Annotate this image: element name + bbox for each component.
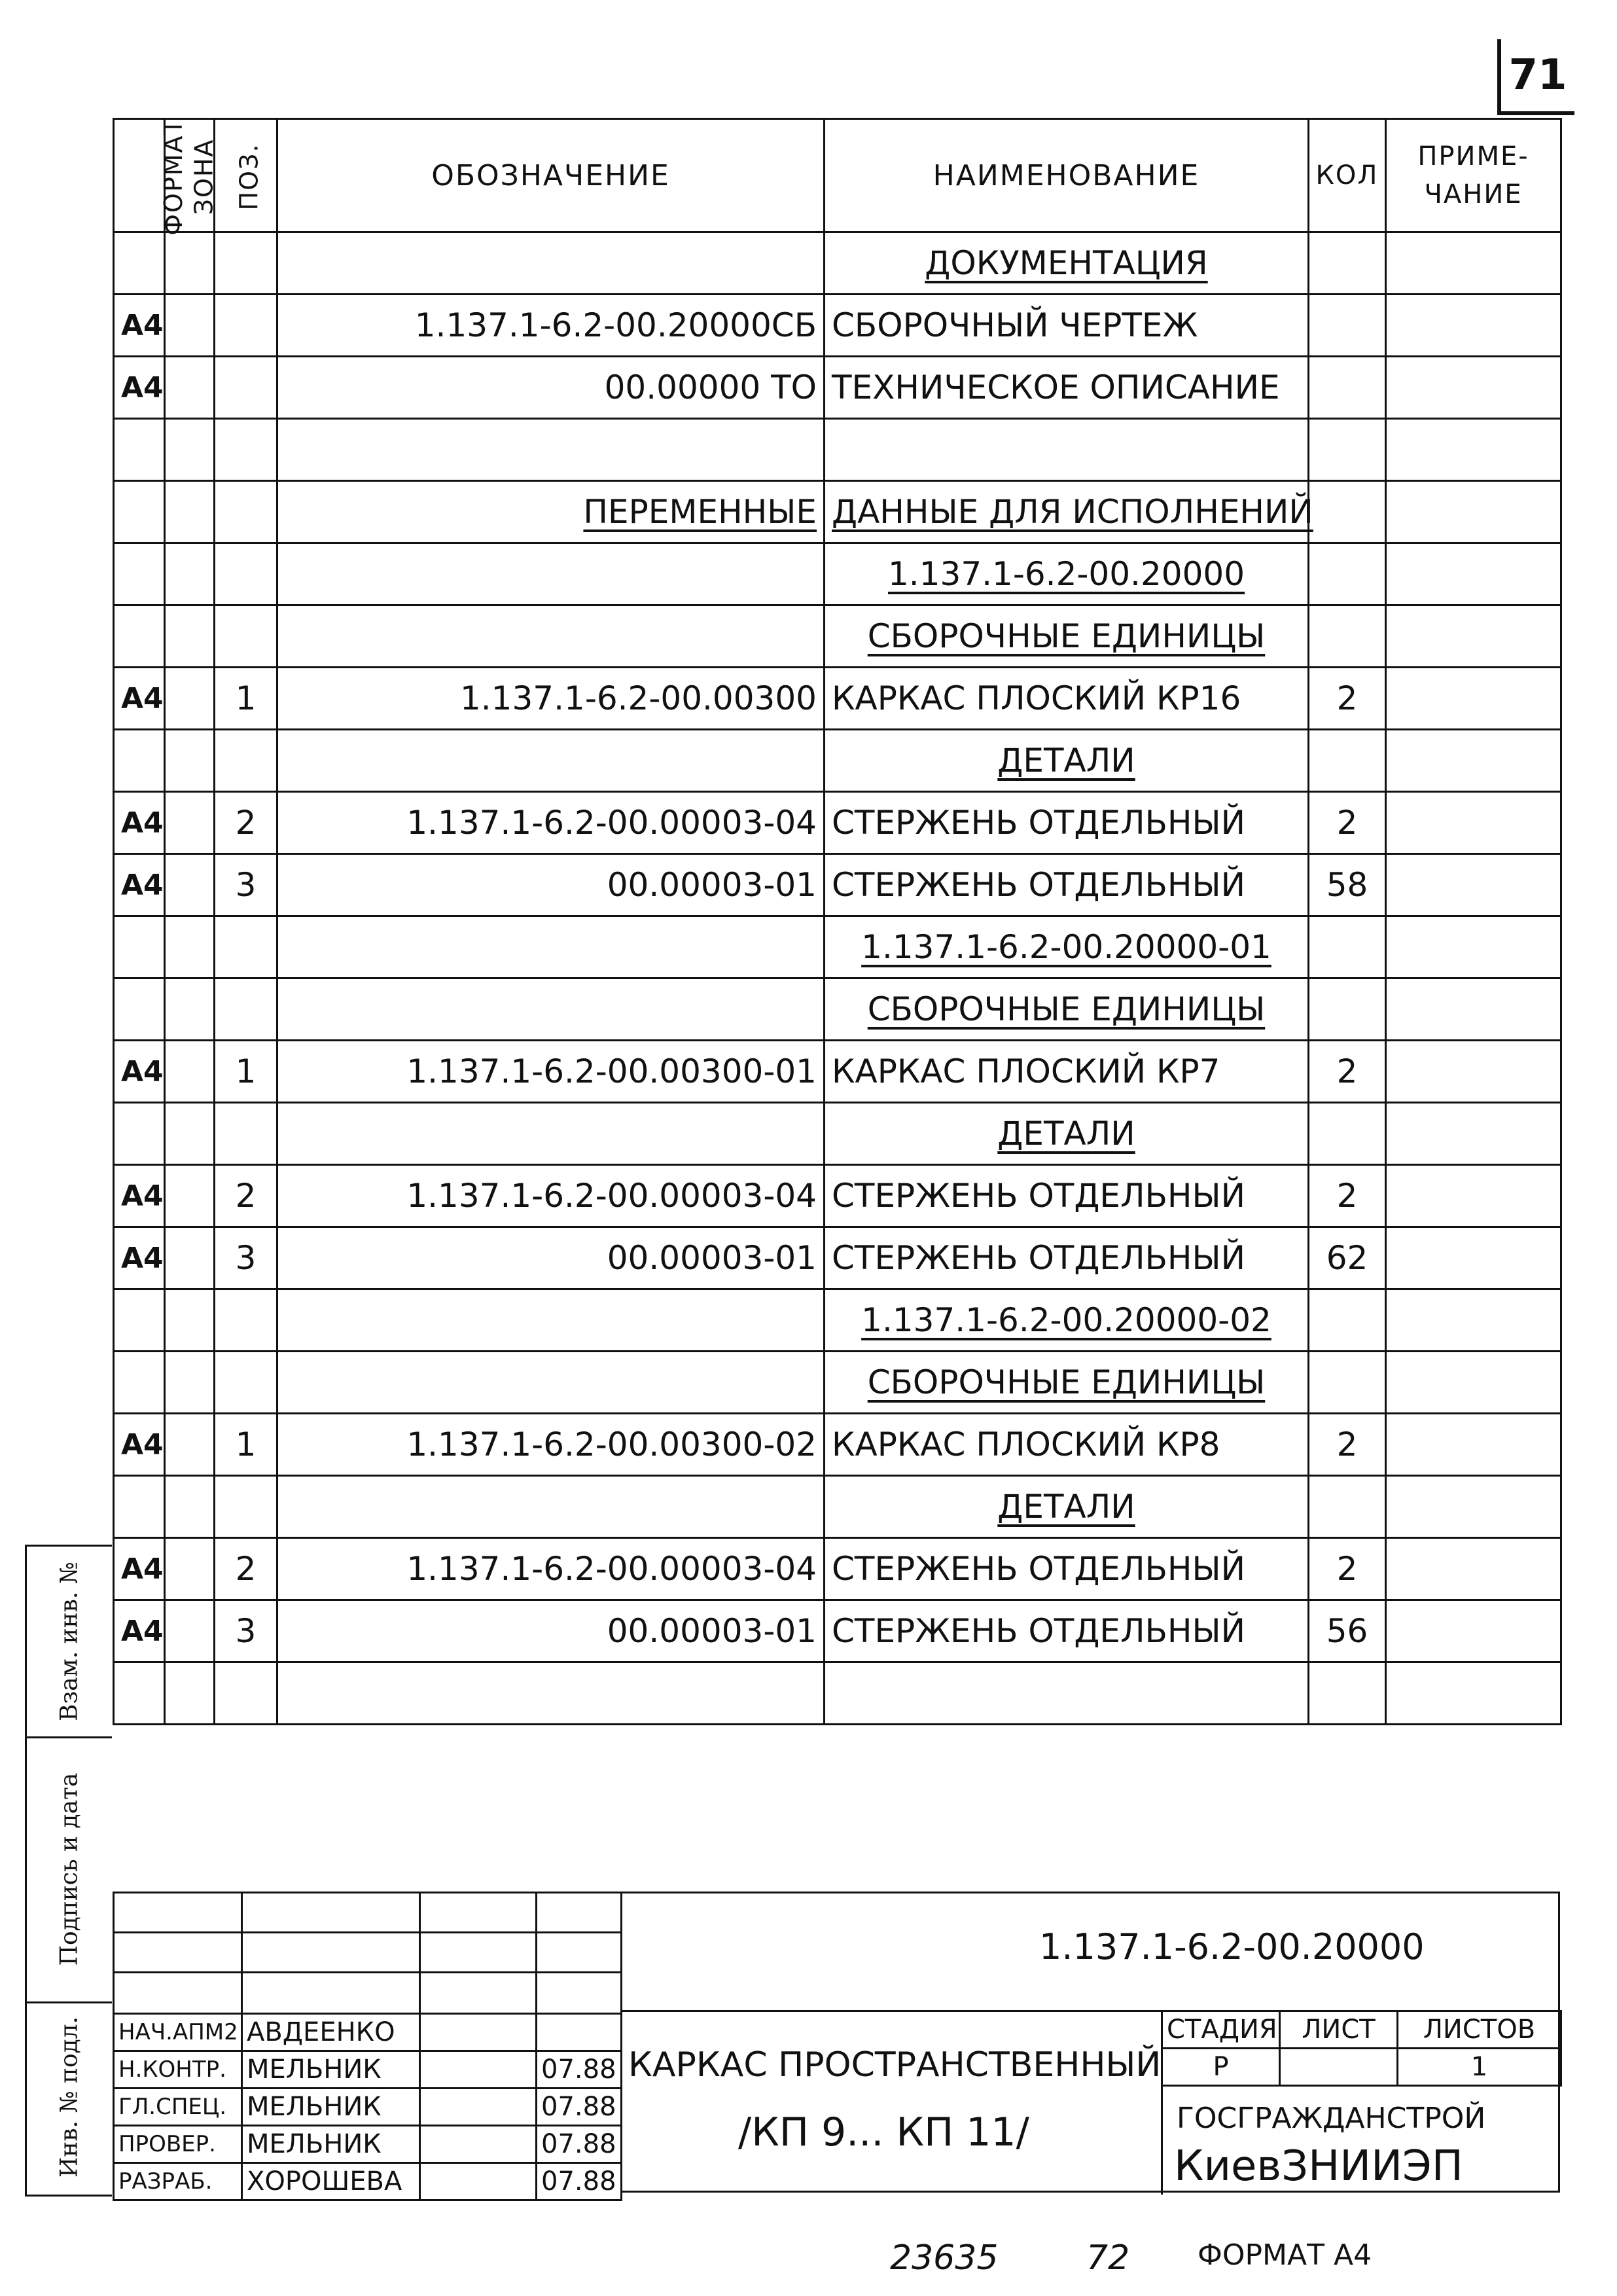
blank-sign-row — [114, 1973, 622, 2014]
position-cell: 1 — [215, 1041, 277, 1103]
col-note: ПРИМЕ-ЧАНИЕ — [1386, 119, 1561, 232]
position-cell: 3 — [215, 1227, 277, 1289]
format-cell: А4 — [114, 1227, 165, 1289]
blank-cell — [242, 1933, 420, 1973]
position-cell — [215, 916, 277, 978]
institute-name: КиевЗНИИЭП — [1174, 2142, 1463, 2191]
format-cell: А4 — [114, 792, 165, 854]
note-cell — [1386, 419, 1561, 481]
quantity-cell — [1309, 481, 1386, 543]
designation-cell: 1.137.1-6.2-00.00003-04 — [277, 1165, 825, 1227]
signature — [420, 2126, 537, 2163]
side-strip — [25, 1545, 112, 2197]
designation-cell — [277, 1289, 825, 1352]
zone-cell — [165, 419, 215, 481]
blank-cell — [242, 1973, 420, 2014]
signer-name: ХОРОШЕВА — [242, 2163, 420, 2200]
signature — [420, 2089, 537, 2126]
sign-date-cell: Подпись и дата — [27, 1736, 112, 2003]
position-cell — [215, 1476, 277, 1538]
col-zone: ЗОНА — [165, 119, 215, 232]
designation-cell: 00.00003-01 — [277, 1227, 825, 1289]
format-cell — [114, 481, 165, 543]
zone-cell — [165, 1227, 215, 1289]
table-row — [114, 1352, 1561, 1414]
note-cell — [1386, 481, 1561, 543]
format-cell: А4 — [114, 1165, 165, 1227]
quantity-cell: 62 — [1309, 1227, 1386, 1289]
empty-cell — [1386, 1662, 1561, 1725]
blank-cell — [114, 1893, 242, 1933]
designation-cell — [277, 605, 825, 668]
quantity-cell — [1309, 605, 1386, 668]
position-cell: 1 — [215, 668, 277, 730]
name-cell: СБОРОЧНЫЕ ЕДИНИЦЫ — [825, 605, 1309, 668]
note-cell — [1386, 1289, 1561, 1352]
signer-row — [114, 2126, 622, 2163]
format-cell — [114, 232, 165, 295]
format-cell — [114, 730, 165, 792]
zone-cell — [165, 295, 215, 357]
empty-cell — [277, 1662, 825, 1725]
empty-row — [114, 1662, 1561, 1725]
signature — [420, 2014, 537, 2051]
format-cell — [114, 543, 165, 605]
blank-cell — [114, 1933, 242, 1973]
note-cell — [1386, 1103, 1561, 1165]
format-cell: А4 — [114, 668, 165, 730]
quantity-cell — [1309, 978, 1386, 1041]
signer-row — [114, 2089, 622, 2126]
empty-cell — [1309, 1662, 1386, 1725]
signer-role: ГЛ.СПЕЦ. — [114, 2089, 242, 2126]
position-cell — [215, 605, 277, 668]
zone-cell — [165, 730, 215, 792]
signer-date: 07.88 — [537, 2126, 622, 2163]
designation-cell — [277, 916, 825, 978]
zone-cell — [165, 1600, 215, 1662]
zone-cell — [165, 1289, 215, 1352]
sheets-value: 1 — [1398, 2049, 1561, 2086]
table-row — [114, 1476, 1561, 1538]
table-row — [114, 481, 1561, 543]
position-cell: 1 — [215, 1414, 277, 1476]
position-cell — [215, 481, 277, 543]
note-cell — [1386, 1227, 1561, 1289]
note-cell — [1386, 1538, 1561, 1600]
signer-name: МЕЛЬНИК — [242, 2089, 420, 2126]
quantity-cell — [1309, 916, 1386, 978]
designation-cell: 1.137.1-6.2-00.00300 — [277, 668, 825, 730]
name-cell: СТЕРЖЕНЬ ОТДЕЛЬНЫЙ — [825, 1227, 1309, 1289]
table-row — [114, 1538, 1561, 1600]
org-name: ГОСГРАЖДАНСТРОЙ — [1177, 2102, 1486, 2135]
zone-cell — [165, 854, 215, 916]
blank-cell — [420, 1933, 537, 1973]
zone-cell — [165, 232, 215, 295]
note-cell — [1386, 232, 1561, 295]
name-cell: КАРКАС ПЛОСКИЙ КР8 — [825, 1414, 1309, 1476]
signer-role: НАЧ.АПМ2 — [114, 2014, 242, 2051]
note-cell — [1386, 543, 1561, 605]
name-cell: СБОРОЧНЫЕ ЕДИНИЦЫ — [825, 1352, 1309, 1414]
note-cell — [1386, 1414, 1561, 1476]
name-cell: СБОРОЧНЫЕ ЕДИНИЦЫ — [825, 978, 1309, 1041]
format-cell — [114, 1103, 165, 1165]
signer-name: МЕЛЬНИК — [242, 2051, 420, 2089]
name-cell: СТЕРЖЕНЬ ОТДЕЛЬНЫЙ — [825, 854, 1309, 916]
designation-cell: 1.137.1-6.2-00.00300-01 — [277, 1041, 825, 1103]
table-row — [114, 357, 1561, 419]
col-pos: ПОЗ. — [215, 119, 277, 232]
table-row — [114, 543, 1561, 605]
name-cell: ТЕХНИЧЕСКОЕ ОПИСАНИЕ — [825, 357, 1309, 419]
col-qty: КОЛ — [1309, 119, 1386, 232]
signer-date — [537, 2014, 622, 2051]
note-cell — [1386, 854, 1561, 916]
note-cell — [1386, 792, 1561, 854]
signer-name: МЕЛЬНИК — [242, 2126, 420, 2163]
blank-cell — [242, 1893, 420, 1933]
quantity-cell: 2 — [1309, 1414, 1386, 1476]
quantity-cell — [1309, 543, 1386, 605]
position-cell — [215, 1103, 277, 1165]
zone-cell — [165, 357, 215, 419]
note-cell — [1386, 978, 1561, 1041]
empty-cell — [114, 1662, 165, 1725]
sheet-value — [1280, 2049, 1398, 2086]
format-cell — [114, 978, 165, 1041]
note-cell — [1386, 605, 1561, 668]
signer-date: 07.88 — [537, 2089, 622, 2126]
signature — [420, 2163, 537, 2200]
blank-cell — [537, 1893, 622, 1933]
position-cell: 3 — [215, 854, 277, 916]
zone-cell — [165, 668, 215, 730]
signer-role: РАЗРАБ. — [114, 2163, 242, 2200]
quantity-cell — [1309, 232, 1386, 295]
zone-cell — [165, 792, 215, 854]
zone-cell — [165, 1041, 215, 1103]
name-cell: СБОРОЧНЫЙ ЧЕРТЕЖ — [825, 295, 1309, 357]
note-cell — [1386, 1165, 1561, 1227]
zone-cell — [165, 1414, 215, 1476]
format-cell: А4 — [114, 1538, 165, 1600]
zone-cell — [165, 543, 215, 605]
designation-cell — [277, 1476, 825, 1538]
footer-format: ФОРМАТ А4 — [1198, 2238, 1372, 2272]
zone-cell — [165, 1103, 215, 1165]
table-row — [114, 1414, 1561, 1476]
doc-code: 1.137.1-6.2-00.20000 — [1039, 1926, 1425, 1967]
format-cell: А4 — [114, 854, 165, 916]
designation-cell: 1.137.1-6.2-00.20000СБ — [277, 295, 825, 357]
table-row — [114, 1041, 1561, 1103]
signer-name: АВДЕЕНКО — [242, 2014, 420, 2051]
table-row — [114, 978, 1561, 1041]
note-cell — [1386, 916, 1561, 978]
note-cell — [1386, 730, 1561, 792]
table-row — [114, 1103, 1561, 1165]
designation-cell — [277, 978, 825, 1041]
empty-cell — [825, 1662, 1309, 1725]
header-row — [114, 119, 1561, 232]
stage-label: СТАДИЯ — [1162, 2011, 1280, 2049]
signer-row — [114, 2051, 622, 2089]
table-row — [114, 1227, 1561, 1289]
name-cell: СТЕРЖЕНЬ ОТДЕЛЬНЫЙ — [825, 1538, 1309, 1600]
zone-cell — [165, 605, 215, 668]
position-cell — [215, 1352, 277, 1414]
stage-table — [1161, 2010, 1562, 2087]
zone-cell — [165, 1165, 215, 1227]
table-row — [114, 605, 1561, 668]
blank-cell — [537, 1933, 622, 1973]
position-cell — [215, 357, 277, 419]
col-format: ФОРМАТ — [114, 119, 165, 232]
designation-cell — [277, 232, 825, 295]
title-line2: /КП 9... КП 11/ — [738, 2109, 1029, 2155]
table-row — [114, 1165, 1561, 1227]
table-row — [114, 295, 1561, 357]
signer-role: Н.КОНТР. — [114, 2051, 242, 2089]
quantity-cell: 2 — [1309, 1538, 1386, 1600]
name-cell: ДАННЫЕ ДЛЯ ИСПОЛНЕНИЙ — [825, 481, 1309, 543]
blank-cell — [420, 1893, 537, 1933]
designation-cell — [277, 419, 825, 481]
zone-cell — [165, 1476, 215, 1538]
format-cell — [114, 605, 165, 668]
signer-row — [114, 2163, 622, 2200]
empty-cell — [165, 1662, 215, 1725]
zone-cell — [165, 481, 215, 543]
signature — [420, 2051, 537, 2089]
format-cell: А4 — [114, 357, 165, 419]
table-row — [114, 792, 1561, 854]
table-row — [114, 1600, 1561, 1662]
position-cell — [215, 295, 277, 357]
table-row — [114, 419, 1561, 481]
note-cell — [1386, 1041, 1561, 1103]
quantity-cell — [1309, 1289, 1386, 1352]
quantity-cell — [1309, 1476, 1386, 1538]
designation-cell — [277, 730, 825, 792]
designation-cell: 1.137.1-6.2-00.00003-04 — [277, 1538, 825, 1600]
quantity-cell — [1309, 419, 1386, 481]
blank-cell — [420, 1973, 537, 2014]
signer-date: 07.88 — [537, 2163, 622, 2200]
table-row — [114, 232, 1561, 295]
position-cell: 2 — [215, 792, 277, 854]
designation-cell — [277, 1352, 825, 1414]
quantity-cell — [1309, 357, 1386, 419]
note-cell — [1386, 1600, 1561, 1662]
name-cell: ДЕТАЛИ — [825, 1476, 1309, 1538]
format-cell: А4 — [114, 1414, 165, 1476]
position-cell — [215, 978, 277, 1041]
name-cell — [825, 419, 1309, 481]
format-cell — [114, 1289, 165, 1352]
signature-grid — [113, 1892, 622, 2201]
inv-orig-cell: Инв. № подл. — [56, 2016, 83, 2178]
name-cell: ДЕТАЛИ — [825, 1103, 1309, 1165]
zone-cell — [165, 916, 215, 978]
position-cell: 3 — [215, 1600, 277, 1662]
table-row — [114, 730, 1561, 792]
format-cell: А4 — [114, 1041, 165, 1103]
format-cell — [114, 916, 165, 978]
position-cell — [215, 543, 277, 605]
specification-table — [113, 118, 1562, 1725]
format-cell — [114, 1476, 165, 1538]
signer-row — [114, 2014, 622, 2051]
title-line1: КАРКАС ПРОСТРАНСТВЕННЫЙ — [628, 2045, 1162, 2085]
quantity-cell — [1309, 1103, 1386, 1165]
blank-cell — [114, 1973, 242, 2014]
col-designation: ОБОЗНАЧЕНИЕ — [277, 119, 825, 232]
name-cell: СТЕРЖЕНЬ ОТДЕЛЬНЫЙ — [825, 1600, 1309, 1662]
name-cell: СТЕРЖЕНЬ ОТДЕЛЬНЫЙ — [825, 792, 1309, 854]
position-cell: 2 — [215, 1538, 277, 1600]
designation-cell: 00.00003-01 — [277, 854, 825, 916]
blank-cell — [537, 1973, 622, 2014]
col-name: НАИМЕНОВАНИЕ — [825, 119, 1309, 232]
note-cell — [1386, 668, 1561, 730]
name-cell: КАРКАС ПЛОСКИЙ КР7 — [825, 1041, 1309, 1103]
name-cell: 1.137.1-6.2-00.20000-02 — [825, 1289, 1309, 1352]
quantity-cell: 2 — [1309, 668, 1386, 730]
format-cell: А4 — [114, 295, 165, 357]
position-cell: 2 — [215, 1165, 277, 1227]
position-cell — [215, 730, 277, 792]
designation-cell — [277, 1103, 825, 1165]
title-block-right — [620, 1892, 1560, 2193]
table-row — [114, 1289, 1561, 1352]
name-cell: 1.137.1-6.2-00.20000-01 — [825, 916, 1309, 978]
designation-cell: 1.137.1-6.2-00.00003-04 — [277, 792, 825, 854]
sheet-label: ЛИСТ — [1280, 2011, 1398, 2049]
note-cell — [1386, 1476, 1561, 1538]
empty-cell — [215, 1662, 277, 1725]
name-cell: КАРКАС ПЛОСКИЙ КР16 — [825, 668, 1309, 730]
name-cell: ДОКУМЕНТАЦИЯ — [825, 232, 1309, 295]
format-cell: А4 — [114, 1600, 165, 1662]
swap-inv-cell: Взам. инв. № — [27, 1547, 112, 1738]
quantity-cell: 58 — [1309, 854, 1386, 916]
zone-cell — [165, 1352, 215, 1414]
table-row — [114, 854, 1561, 916]
sheets-label: ЛИСТОВ — [1398, 2011, 1561, 2049]
table-row — [114, 668, 1561, 730]
designation-cell — [277, 543, 825, 605]
format-cell — [114, 1352, 165, 1414]
designation-cell: 00.00000 ТО — [277, 357, 825, 419]
designation-cell: 1.137.1-6.2-00.00300-02 — [277, 1414, 825, 1476]
quantity-cell: 2 — [1309, 1041, 1386, 1103]
quantity-cell: 2 — [1309, 792, 1386, 854]
name-cell: 1.137.1-6.2-00.20000 — [825, 543, 1309, 605]
footer-page: 72 — [1086, 2238, 1130, 2278]
quantity-cell: 56 — [1309, 1600, 1386, 1662]
quantity-cell — [1309, 295, 1386, 357]
name-cell: СТЕРЖЕНЬ ОТДЕЛЬНЫЙ — [825, 1165, 1309, 1227]
signer-role: ПРОВЕР. — [114, 2126, 242, 2163]
quantity-cell — [1309, 1352, 1386, 1414]
quantity-cell — [1309, 730, 1386, 792]
format-cell — [114, 419, 165, 481]
position-cell — [215, 419, 277, 481]
zone-cell — [165, 1538, 215, 1600]
archive-number: 23635 — [890, 2238, 999, 2278]
note-cell — [1386, 357, 1561, 419]
position-cell — [215, 1289, 277, 1352]
stage-value: Р — [1162, 2049, 1280, 2086]
note-cell — [1386, 295, 1561, 357]
designation-cell: 00.00003-01 — [277, 1600, 825, 1662]
position-cell — [215, 232, 277, 295]
zone-cell — [165, 978, 215, 1041]
blank-sign-row — [114, 1933, 622, 1973]
quantity-cell: 2 — [1309, 1165, 1386, 1227]
designation-cell: ПЕРЕМЕННЫЕ — [277, 481, 825, 543]
table-row — [114, 916, 1561, 978]
note-cell — [1386, 1352, 1561, 1414]
signer-date: 07.88 — [537, 2051, 622, 2089]
blank-sign-row — [114, 1893, 622, 1933]
page-number: 71 — [1497, 39, 1574, 115]
name-cell: ДЕТАЛИ — [825, 730, 1309, 792]
